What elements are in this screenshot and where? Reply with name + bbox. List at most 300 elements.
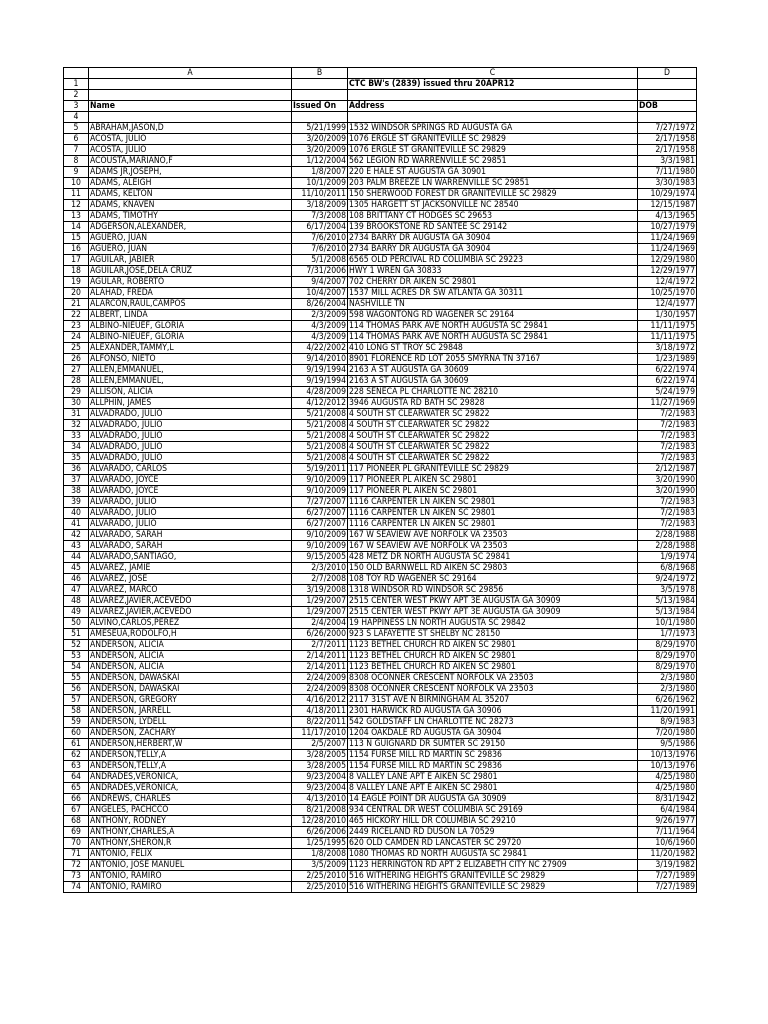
cell-dob[interactable]: 2/12/1987: [638, 464, 697, 475]
row-number[interactable]: 18: [64, 266, 89, 277]
cell-name[interactable]: ALLISON, ALICIA: [89, 387, 292, 398]
cell-address[interactable]: 4 SOUTH ST CLEARWATER SC 29822: [348, 431, 638, 442]
cell-name[interactable]: ANDERSON, ZACHARY: [89, 728, 292, 739]
cell-dob[interactable]: 8/29/1970: [638, 662, 697, 673]
cell-name[interactable]: AGUERO, JUAN: [89, 233, 292, 244]
cell-issued-on[interactable]: 10/1/2009: [292, 178, 348, 189]
cell-name[interactable]: ANTONIO, JOSE MANUEL: [89, 860, 292, 871]
cell-name[interactable]: ANGELES, PACHCCO: [89, 805, 292, 816]
row-number[interactable]: 65: [64, 783, 89, 794]
cell-dob[interactable]: 7/2/1983: [638, 409, 697, 420]
cell-issued-on[interactable]: 11/10/2011: [292, 189, 348, 200]
cell-issued-on[interactable]: 2/25/2010: [292, 871, 348, 882]
row-number[interactable]: 70: [64, 838, 89, 849]
cell-name[interactable]: ALVAREZ, JAMIE: [89, 563, 292, 574]
cell-issued-on[interactable]: 12/28/2010: [292, 816, 348, 827]
cell-address[interactable]: 8 VALLEY LANE APT E AIKEN SC 29801: [348, 772, 638, 783]
cell-name[interactable]: ANDERSON, ALICIA: [89, 640, 292, 651]
cell-name[interactable]: ANTHONY, RODNEY: [89, 816, 292, 827]
column-header-a[interactable]: A: [89, 68, 292, 79]
cell-address[interactable]: 428 METZ DR NORTH AUGUSTA SC 29841: [348, 552, 638, 563]
cell-name[interactable]: AMESEUA,RODOLFO,H: [89, 629, 292, 640]
cell-dob[interactable]: 10/25/1970: [638, 288, 697, 299]
row-number[interactable]: 68: [64, 816, 89, 827]
cell-name[interactable]: ALLEN,EMMANUEL,: [89, 376, 292, 387]
cell-address[interactable]: 923 S LAFAYETTE ST SHELBY NC 28150: [348, 629, 638, 640]
cell-address[interactable]: 117 PIONEER PL AIKEN SC 29801: [348, 475, 638, 486]
cell-address[interactable]: 4 SOUTH ST CLEARWATER SC 29822: [348, 442, 638, 453]
cell-address[interactable]: 465 HICKORY HILL DR COLUMBIA SC 29210: [348, 816, 638, 827]
row-number[interactable]: 29: [64, 387, 89, 398]
cell-name[interactable]: ANTONIO, FELIX: [89, 849, 292, 860]
cell-dob[interactable]: 7/2/1983: [638, 442, 697, 453]
cell-address[interactable]: 203 PALM BREEZE LN WARRENVILLE SC 29851: [348, 178, 638, 189]
cell-name[interactable]: ALVADRADO, JULIO: [89, 453, 292, 464]
cell-address[interactable]: 542 GOLDSTAFF LN CHARLOTTE NC 28273: [348, 717, 638, 728]
row-number[interactable]: 14: [64, 222, 89, 233]
cell-name[interactable]: ALBINO-NIEUEF, GLORIA: [89, 321, 292, 332]
cell-address[interactable]: 562 LEGION RD WARRENVILLE SC 29851: [348, 156, 638, 167]
row-number[interactable]: 44: [64, 552, 89, 563]
cell-issued-on[interactable]: 3/20/2009: [292, 145, 348, 156]
cell-name[interactable]: ALVADRADO, JULIO: [89, 409, 292, 420]
cell-address[interactable]: 1204 OAKDALE RD AUGUSTA GA 30904: [348, 728, 638, 739]
cell-name[interactable]: ALVADRADO, JULIO: [89, 442, 292, 453]
cell-dob[interactable]: 7/20/1980: [638, 728, 697, 739]
cell-address[interactable]: 1123 BETHEL CHURCH RD AIKEN SC 29801: [348, 651, 638, 662]
row-number[interactable]: 24: [64, 332, 89, 343]
cell-name[interactable]: ADAMS, KNAVEN: [89, 200, 292, 211]
cell-name[interactable]: ALVARADO, JOYCE: [89, 475, 292, 486]
cell-address[interactable]: 4 SOUTH ST CLEARWATER SC 29822: [348, 453, 638, 464]
row-number[interactable]: 28: [64, 376, 89, 387]
cell-issued-on[interactable]: 9/4/2007: [292, 277, 348, 288]
cell-name[interactable]: ALVARADO, JOYCE: [89, 486, 292, 497]
row-number[interactable]: 56: [64, 684, 89, 695]
row-number[interactable]: 31: [64, 409, 89, 420]
row-number[interactable]: 45: [64, 563, 89, 574]
cell-address[interactable]: 14 EAGLE POINT DR AUGUSTA GA 30909: [348, 794, 638, 805]
row-number[interactable]: 53: [64, 651, 89, 662]
cell-address[interactable]: 1080 THOMAS RD NORTH AUGUSTA SC 29841: [348, 849, 638, 860]
cell-name[interactable]: ACOSTA, JULIO: [89, 134, 292, 145]
cell-name[interactable]: ALVAREZ,JAVIER,ACEVEDO: [89, 607, 292, 618]
cell-dob[interactable]: 3/20/1990: [638, 475, 697, 486]
row-number[interactable]: 27: [64, 365, 89, 376]
cell-address[interactable]: 2449 RICELAND RD DUSON LA 70529: [348, 827, 638, 838]
cell-name[interactable]: ADAMS, KELTON: [89, 189, 292, 200]
cell-issued-on[interactable]: 9/14/2010: [292, 354, 348, 365]
cell[interactable]: [348, 112, 638, 123]
cell-address[interactable]: 228 SENECA PL CHARLOTTE NC 28210: [348, 387, 638, 398]
cell-dob[interactable]: 7/27/1989: [638, 871, 697, 882]
sheet-title-cell[interactable]: CTC BW's (2839) issued thru 20APR12: [348, 79, 638, 90]
row-number[interactable]: 42: [64, 530, 89, 541]
column-header-c[interactable]: C: [348, 68, 638, 79]
cell-issued-on[interactable]: 4/22/2002: [292, 343, 348, 354]
cell-address[interactable]: 8901 FLORENCE RD LOT 2055 SMYRNA TN 37167: [348, 354, 638, 365]
header-dob[interactable]: DOB: [638, 101, 697, 112]
cell-dob[interactable]: 3/20/1990: [638, 486, 697, 497]
cell-issued-on[interactable]: 9/10/2009: [292, 486, 348, 497]
cell-issued-on[interactable]: 5/21/2008: [292, 420, 348, 431]
column-header-b[interactable]: B: [292, 68, 348, 79]
row-number[interactable]: 58: [64, 706, 89, 717]
row-number[interactable]: 49: [64, 607, 89, 618]
cell-issued-on[interactable]: 6/26/2006: [292, 827, 348, 838]
cell-address[interactable]: 167 W SEAVIEW AVE NORFOLK VA 23503: [348, 530, 638, 541]
cell-name[interactable]: ABRAHAM,JASON,D: [89, 123, 292, 134]
row-number[interactable]: 4: [64, 112, 89, 123]
cell-issued-on[interactable]: 1/29/2007: [292, 607, 348, 618]
cell-address[interactable]: 1116 CARPENTER LN AIKEN SC 29801: [348, 508, 638, 519]
cell-issued-on[interactable]: 4/12/2012: [292, 398, 348, 409]
row-number[interactable]: 47: [64, 585, 89, 596]
row-number[interactable]: 71: [64, 849, 89, 860]
cell-dob[interactable]: 6/22/1974: [638, 376, 697, 387]
cell-address[interactable]: 2515 CENTER WEST PKWY APT 3E AUGUSTA GA 30909: [348, 596, 638, 607]
cell-issued-on[interactable]: 4/13/2010: [292, 794, 348, 805]
cell-address[interactable]: 2117 31ST AVE N BIRMINGHAM AL 35207: [348, 695, 638, 706]
cell-issued-on[interactable]: 7/27/2007: [292, 497, 348, 508]
cell-issued-on[interactable]: 5/1/2008: [292, 255, 348, 266]
row-number[interactable]: 39: [64, 497, 89, 508]
cell-issued-on[interactable]: 2/24/2009: [292, 684, 348, 695]
cell-issued-on[interactable]: 8/22/2011: [292, 717, 348, 728]
cell-issued-on[interactable]: 9/10/2009: [292, 541, 348, 552]
row-number[interactable]: 16: [64, 244, 89, 255]
row-number[interactable]: 66: [64, 794, 89, 805]
row-number[interactable]: 12: [64, 200, 89, 211]
cell-address[interactable]: 620 OLD CAMDEN RD LANCASTER SC 29720: [348, 838, 638, 849]
row-number[interactable]: 23: [64, 321, 89, 332]
cell-dob[interactable]: 10/27/1979: [638, 222, 697, 233]
row-number[interactable]: 30: [64, 398, 89, 409]
cell-address[interactable]: 1123 BETHEL CHURCH RD AIKEN SC 29801: [348, 640, 638, 651]
cell-address[interactable]: 117 PIONEER PL AIKEN SC 29801: [348, 486, 638, 497]
cell-address[interactable]: 139 BROOKSTONE RD SANTEE SC 29142: [348, 222, 638, 233]
cell-issued-on[interactable]: 1/25/1995: [292, 838, 348, 849]
header-address[interactable]: Address: [348, 101, 638, 112]
row-number[interactable]: 22: [64, 310, 89, 321]
cell-address[interactable]: NASHVILLE TN: [348, 299, 638, 310]
row-number[interactable]: 35: [64, 453, 89, 464]
cell-name[interactable]: ANDERSON, GREGORY: [89, 695, 292, 706]
row-number[interactable]: 37: [64, 475, 89, 486]
row-number[interactable]: 15: [64, 233, 89, 244]
cell-name[interactable]: AGUILAR,JOSE,DELA CRUZ: [89, 266, 292, 277]
cell-issued-on[interactable]: 8/21/2008: [292, 805, 348, 816]
cell-issued-on[interactable]: 1/12/2004: [292, 156, 348, 167]
cell[interactable]: [292, 79, 348, 90]
row-number[interactable]: 41: [64, 519, 89, 530]
cell-dob[interactable]: 2/17/1958: [638, 145, 697, 156]
cell-dob[interactable]: 9/26/1977: [638, 816, 697, 827]
cell-dob[interactable]: 8/29/1970: [638, 640, 697, 651]
row-number[interactable]: 64: [64, 772, 89, 783]
cell-address[interactable]: 1123 BETHEL CHURCH RD AIKEN SC 29801: [348, 662, 638, 673]
cell-address[interactable]: 2515 CENTER WEST PKWY APT 3E AUGUSTA GA 30909: [348, 607, 638, 618]
row-number[interactable]: 2: [64, 90, 89, 101]
cell-dob[interactable]: 7/2/1983: [638, 508, 697, 519]
cell-address[interactable]: 1123 HERRINGTON RD APT 2 ELIZABETH CITY NC 27909: [348, 860, 638, 871]
row-number[interactable]: 52: [64, 640, 89, 651]
cell-dob[interactable]: 10/6/1960: [638, 838, 697, 849]
cell-dob[interactable]: 8/29/1970: [638, 651, 697, 662]
cell-address[interactable]: 2301 HARWICK RD AUGUSTA GA 30906: [348, 706, 638, 717]
cell-address[interactable]: 1154 FURSE MILL RD MARTIN SC 29836: [348, 761, 638, 772]
cell-dob[interactable]: 7/2/1983: [638, 497, 697, 508]
cell-issued-on[interactable]: 3/28/2005: [292, 761, 348, 772]
cell-address[interactable]: 2734 BARRY DR AUGUSTA GA 30904: [348, 244, 638, 255]
column-header-d[interactable]: D: [638, 68, 697, 79]
cell-address[interactable]: 1154 FURSE MILL RD MARTIN SC 29836: [348, 750, 638, 761]
cell-address[interactable]: 8 VALLEY LANE APT E AIKEN SC 29801: [348, 783, 638, 794]
cell-dob[interactable]: 2/3/1980: [638, 673, 697, 684]
row-number[interactable]: 74: [64, 882, 89, 893]
cell-issued-on[interactable]: 3/19/2008: [292, 585, 348, 596]
row-number[interactable]: 21: [64, 299, 89, 310]
cell-name[interactable]: AGUILAR, JABIER: [89, 255, 292, 266]
cell-issued-on[interactable]: 6/27/2007: [292, 508, 348, 519]
cell-name[interactable]: AGUERO, JUAN: [89, 244, 292, 255]
cell-dob[interactable]: 1/23/1989: [638, 354, 697, 365]
cell-dob[interactable]: 9/5/1986: [638, 739, 697, 750]
cell-name[interactable]: ALVADRADO, JULIO: [89, 431, 292, 442]
header-name[interactable]: Name: [89, 101, 292, 112]
cell-address[interactable]: 4 SOUTH ST CLEARWATER SC 29822: [348, 420, 638, 431]
cell-dob[interactable]: 11/11/1975: [638, 332, 697, 343]
cell[interactable]: [348, 90, 638, 101]
row-number[interactable]: 13: [64, 211, 89, 222]
cell-dob[interactable]: 1/7/1973: [638, 629, 697, 640]
cell-dob[interactable]: 4/13/1965: [638, 211, 697, 222]
cell-name[interactable]: ANDERSON, ALICIA: [89, 662, 292, 673]
row-number[interactable]: 60: [64, 728, 89, 739]
cell-issued-on[interactable]: 4/3/2009: [292, 332, 348, 343]
cell-issued-on[interactable]: 3/5/2009: [292, 860, 348, 871]
cell-address[interactable]: 1305 HARGETT ST JACKSONVILLE NC 28540: [348, 200, 638, 211]
cell-dob[interactable]: 4/25/1980: [638, 783, 697, 794]
cell-issued-on[interactable]: 9/10/2009: [292, 475, 348, 486]
row-number[interactable]: 36: [64, 464, 89, 475]
cell-address[interactable]: 410 LONG ST TROY SC 29848: [348, 343, 638, 354]
cell-issued-on[interactable]: 9/10/2009: [292, 530, 348, 541]
cell-dob[interactable]: 11/20/1982: [638, 849, 697, 860]
cell-dob[interactable]: 11/24/1969: [638, 233, 697, 244]
corner-cell[interactable]: [64, 68, 89, 79]
row-number[interactable]: 61: [64, 739, 89, 750]
cell-issued-on[interactable]: 1/8/2008: [292, 849, 348, 860]
row-number[interactable]: 17: [64, 255, 89, 266]
cell-name[interactable]: ALARCON,RAUL,CAMPOS: [89, 299, 292, 310]
cell-issued-on[interactable]: 5/21/2008: [292, 442, 348, 453]
cell-address[interactable]: 6565 OLD PERCIVAL RD COLUMBIA SC 29223: [348, 255, 638, 266]
cell-dob[interactable]: 7/27/1972: [638, 123, 697, 134]
cell-name[interactable]: ANDERSON, DAWASKAI: [89, 684, 292, 695]
cell-dob[interactable]: 7/2/1983: [638, 420, 697, 431]
row-number[interactable]: 34: [64, 442, 89, 453]
cell[interactable]: [89, 112, 292, 123]
cell-address[interactable]: 108 BRITTANY CT HODGES SC 29653: [348, 211, 638, 222]
row-number[interactable]: 20: [64, 288, 89, 299]
cell-dob[interactable]: 11/24/1969: [638, 244, 697, 255]
cell-dob[interactable]: 5/24/1979: [638, 387, 697, 398]
cell-dob[interactable]: 2/3/1980: [638, 684, 697, 695]
cell-dob[interactable]: 2/17/1958: [638, 134, 697, 145]
cell-issued-on[interactable]: 7/3/2008: [292, 211, 348, 222]
cell-dob[interactable]: 11/27/1969: [638, 398, 697, 409]
cell-issued-on[interactable]: 3/28/2005: [292, 750, 348, 761]
cell-name[interactable]: ADAMS, TIMOTHY: [89, 211, 292, 222]
cell-name[interactable]: ALVAREZ, MARCO: [89, 585, 292, 596]
cell-name[interactable]: AGULAR, ROBERTO: [89, 277, 292, 288]
cell-name[interactable]: ADAMS, ALEIGH: [89, 178, 292, 189]
cell-name[interactable]: ALEXANDER,TAMMY,L: [89, 343, 292, 354]
header-issued-on[interactable]: Issued On: [292, 101, 348, 112]
cell-dob[interactable]: 11/11/1975: [638, 321, 697, 332]
cell-name[interactable]: ANDERSON, JARRELL: [89, 706, 292, 717]
cell-name[interactable]: ALVADRADO, JULIO: [89, 420, 292, 431]
cell-name[interactable]: ANDERSON, ALICIA: [89, 651, 292, 662]
cell-address[interactable]: 1116 CARPENTER LN AIKEN SC 29801: [348, 519, 638, 530]
cell-name[interactable]: ANTONIO, RAMIRO: [89, 882, 292, 893]
cell-name[interactable]: ANDRADES,VERONICA,: [89, 772, 292, 783]
cell-issued-on[interactable]: 10/4/2007: [292, 288, 348, 299]
cell-address[interactable]: 114 THOMAS PARK AVE NORTH AUGUSTA SC 29841: [348, 332, 638, 343]
cell-address[interactable]: 19 HAPPINESS LN NORTH AUGUSTA SC 29842: [348, 618, 638, 629]
cell-issued-on[interactable]: 9/23/2004: [292, 772, 348, 783]
cell-address[interactable]: 702 CHERRY DR AIKEN SC 29801: [348, 277, 638, 288]
row-number[interactable]: 46: [64, 574, 89, 585]
cell[interactable]: [89, 90, 292, 101]
cell-address[interactable]: 1076 ERGLE ST GRANITEVILLE SC 29829: [348, 145, 638, 156]
row-number[interactable]: 72: [64, 860, 89, 871]
cell-issued-on[interactable]: 9/15/2005: [292, 552, 348, 563]
cell-dob[interactable]: 3/18/1972: [638, 343, 697, 354]
cell-issued-on[interactable]: 2/5/2007: [292, 739, 348, 750]
cell-name[interactable]: ANDERSON,TELLY,A: [89, 761, 292, 772]
row-number[interactable]: 26: [64, 354, 89, 365]
cell-dob[interactable]: 10/13/1976: [638, 750, 697, 761]
cell-issued-on[interactable]: 8/26/2004: [292, 299, 348, 310]
cell-name[interactable]: ANTHONY,CHARLES,A: [89, 827, 292, 838]
cell[interactable]: [292, 112, 348, 123]
cell[interactable]: [638, 79, 697, 90]
cell-issued-on[interactable]: 9/23/2004: [292, 783, 348, 794]
cell-name[interactable]: ALBERT, LINDA: [89, 310, 292, 321]
row-number[interactable]: 11: [64, 189, 89, 200]
cell-name[interactable]: ANTONIO, RAMIRO: [89, 871, 292, 882]
cell-dob[interactable]: 3/5/1978: [638, 585, 697, 596]
row-number[interactable]: 33: [64, 431, 89, 442]
cell-address[interactable]: 8308 OCONNER CRESCENT NORFOLK VA 23503: [348, 673, 638, 684]
cell-name[interactable]: ADAMS JR,JOSEPH,: [89, 167, 292, 178]
cell-dob[interactable]: 6/4/1984: [638, 805, 697, 816]
row-number[interactable]: 1: [64, 79, 89, 90]
cell-address[interactable]: 598 WAGONTONG RD WAGENER SC 29164: [348, 310, 638, 321]
cell-address[interactable]: HWY 1 WREN GA 30833: [348, 266, 638, 277]
cell-dob[interactable]: 12/15/1987: [638, 200, 697, 211]
cell-issued-on[interactable]: 2/7/2011: [292, 640, 348, 651]
cell-issued-on[interactable]: 4/18/2011: [292, 706, 348, 717]
cell-dob[interactable]: 12/29/1977: [638, 266, 697, 277]
cell-address[interactable]: 934 CENTRAL DR WEST COLUMBIA SC 29169: [348, 805, 638, 816]
cell-address[interactable]: 150 OLD BARNWELL RD AIKEN SC 29803: [348, 563, 638, 574]
row-number[interactable]: 32: [64, 420, 89, 431]
row-number[interactable]: 54: [64, 662, 89, 673]
cell-issued-on[interactable]: 6/17/2004: [292, 222, 348, 233]
cell-dob[interactable]: 7/2/1983: [638, 519, 697, 530]
cell-issued-on[interactable]: 2/3/2009: [292, 310, 348, 321]
cell-name[interactable]: ALAHAD, FREDA: [89, 288, 292, 299]
cell[interactable]: [638, 90, 697, 101]
cell-address[interactable]: 2734 BARRY DR AUGUSTA GA 30904: [348, 233, 638, 244]
cell-name[interactable]: ALVARADO, JULIO: [89, 497, 292, 508]
cell-name[interactable]: ANDERSON,TELLY,A: [89, 750, 292, 761]
cell-address[interactable]: 108 TOY RD WAGENER SC 29164: [348, 574, 638, 585]
cell-dob[interactable]: 12/4/1977: [638, 299, 697, 310]
row-number[interactable]: 73: [64, 871, 89, 882]
cell-issued-on[interactable]: 6/27/2007: [292, 519, 348, 530]
cell-dob[interactable]: 2/28/1988: [638, 530, 697, 541]
row-number[interactable]: 50: [64, 618, 89, 629]
row-number[interactable]: 5: [64, 123, 89, 134]
cell-address[interactable]: 516 WITHERING HEIGHTS GRANITEVILLE SC 29829: [348, 871, 638, 882]
cell-dob[interactable]: 12/29/1980: [638, 255, 697, 266]
cell[interactable]: [638, 112, 697, 123]
row-number[interactable]: 7: [64, 145, 89, 156]
cell-dob[interactable]: 3/3/1981: [638, 156, 697, 167]
row-number[interactable]: 48: [64, 596, 89, 607]
cell-address[interactable]: 113 N GUIGNARD DR SUMTER SC 29150: [348, 739, 638, 750]
cell-issued-on[interactable]: 7/6/2010: [292, 244, 348, 255]
cell-dob[interactable]: 11/20/1991: [638, 706, 697, 717]
row-number[interactable]: 69: [64, 827, 89, 838]
cell-dob[interactable]: 3/30/1983: [638, 178, 697, 189]
cell-name[interactable]: ALVARADO, JULIO: [89, 508, 292, 519]
cell-issued-on[interactable]: 2/7/2008: [292, 574, 348, 585]
cell-dob[interactable]: 10/13/1976: [638, 761, 697, 772]
cell-issued-on[interactable]: 5/21/1999: [292, 123, 348, 134]
row-number[interactable]: 62: [64, 750, 89, 761]
cell-name[interactable]: ALVAREZ,JAVIER,ACEVEDO: [89, 596, 292, 607]
row-number[interactable]: 57: [64, 695, 89, 706]
cell-name[interactable]: ALBINO-NIEUEF, GLORIA: [89, 332, 292, 343]
cell-name[interactable]: ALVARADO, JULIO: [89, 519, 292, 530]
cell-issued-on[interactable]: 5/21/2008: [292, 409, 348, 420]
cell-issued-on[interactable]: 4/3/2009: [292, 321, 348, 332]
cell-issued-on[interactable]: 1/29/2007: [292, 596, 348, 607]
row-number[interactable]: 19: [64, 277, 89, 288]
cell-issued-on[interactable]: 5/21/2008: [292, 453, 348, 464]
cell-name[interactable]: ANTHONY,SHERON,R: [89, 838, 292, 849]
cell-dob[interactable]: 1/30/1957: [638, 310, 697, 321]
cell-issued-on[interactable]: 2/24/2009: [292, 673, 348, 684]
row-number[interactable]: 67: [64, 805, 89, 816]
row-number[interactable]: 38: [64, 486, 89, 497]
cell-name[interactable]: ANDERSON,HERBERT,W: [89, 739, 292, 750]
row-number[interactable]: 10: [64, 178, 89, 189]
cell-address[interactable]: 220 E HALE ST AUGUSTA GA 30901: [348, 167, 638, 178]
cell[interactable]: [292, 90, 348, 101]
cell-name[interactable]: ACOUSTA,MARIANO,F: [89, 156, 292, 167]
cell-issued-on[interactable]: 3/18/2009: [292, 200, 348, 211]
cell-dob[interactable]: 7/11/1980: [638, 167, 697, 178]
cell-dob[interactable]: 4/25/1980: [638, 772, 697, 783]
cell-address[interactable]: 1076 ERGLE ST GRANITEVILLE SC 29829: [348, 134, 638, 145]
cell-issued-on[interactable]: 2/14/2011: [292, 662, 348, 673]
